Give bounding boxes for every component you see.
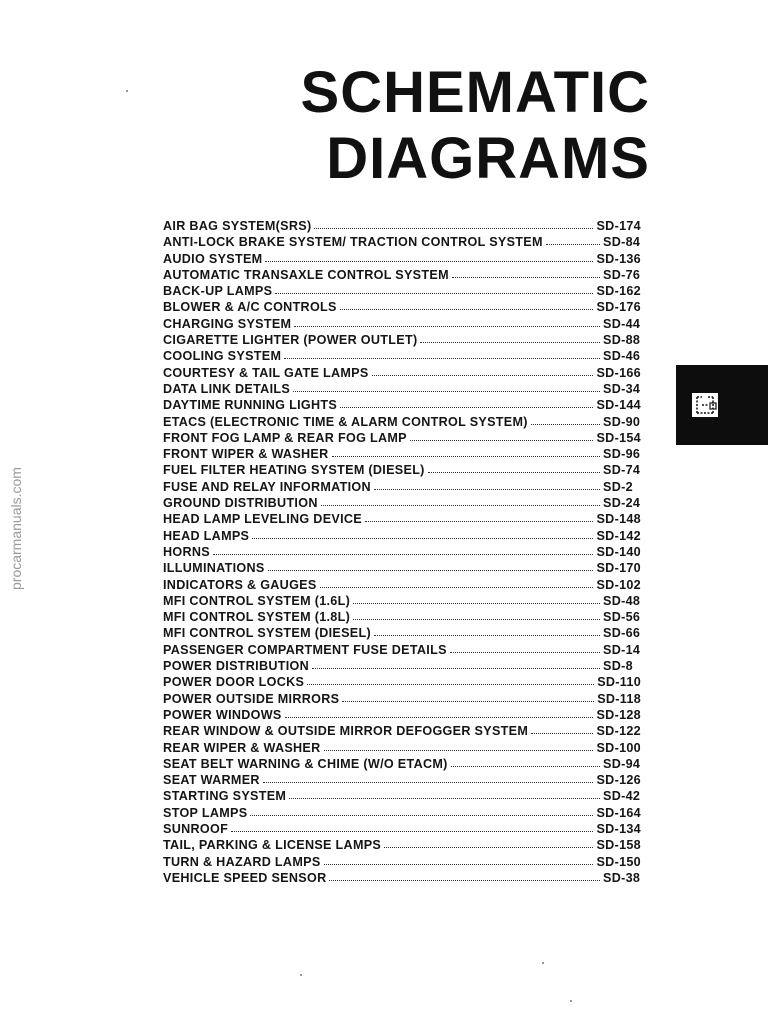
dot-leader: [314, 225, 593, 229]
dot-leader: [428, 469, 600, 473]
toc-entry: [163, 414, 641, 430]
toc-entry-page: SD-96: [603, 447, 641, 462]
toc-entry: [163, 723, 641, 739]
toc-entry: [163, 870, 641, 886]
toc-entry-page: SD-134: [596, 821, 641, 836]
toc-entry-title: TURN & HAZARD LAMPS: [163, 854, 321, 869]
dot-leader: [263, 779, 594, 783]
toc-entry-page: SD-148: [596, 512, 641, 527]
toc-entry-title: AUDIO SYSTEM: [163, 251, 263, 266]
toc-entry-page: SD-8: [603, 659, 633, 674]
toc-entry-title: HORNS: [163, 544, 210, 559]
toc-entry: [163, 511, 641, 527]
toc-entry: [163, 788, 641, 804]
toc-entry: [163, 593, 641, 609]
dot-leader: [285, 714, 594, 718]
toc-entry-page: SD-2: [603, 479, 633, 494]
toc-entry: [163, 691, 641, 707]
toc-entry: [163, 707, 641, 723]
toc-entry-page: SD-24: [603, 496, 641, 511]
dot-leader: [374, 632, 600, 636]
dot-leader: [342, 698, 594, 702]
toc-entry-page: SD-74: [603, 463, 641, 478]
dot-leader: [353, 600, 600, 604]
toc-entry-page: SD-164: [596, 805, 641, 820]
toc-entry-title: ANTI-LOCK BRAKE SYSTEM/ TRACTION CONTROL SYSTEM: [163, 235, 543, 250]
toc-entry: [163, 772, 641, 788]
toc-entry: [163, 528, 641, 544]
dot-leader: [294, 323, 600, 327]
dot-leader: [289, 795, 600, 799]
dot-leader: [340, 306, 594, 310]
toc-entry: [163, 267, 641, 283]
dot-leader: [452, 274, 600, 278]
toc-entry-title: VEHICLE SPEED SENSOR: [163, 870, 327, 885]
toc-entry: [163, 332, 641, 348]
dot-leader: [329, 877, 600, 881]
toc-entry-title: ETACS (ELECTRONIC TIME & ALARM CONTROL SYSTEM): [163, 414, 528, 429]
dot-leader: [293, 388, 600, 392]
toc-entry: [163, 805, 641, 821]
dot-leader: [384, 844, 593, 848]
dot-leader: [265, 258, 593, 262]
dot-leader: [450, 649, 600, 653]
toc-entry: [163, 234, 641, 250]
toc-entry: [163, 609, 641, 625]
toc-entry-page: SD-38: [603, 870, 641, 885]
toc-entry-page: SD-118: [597, 691, 641, 706]
dot-leader: [531, 730, 593, 734]
toc-entry: [163, 251, 641, 267]
dot-leader: [353, 616, 600, 620]
toc-entry-page: SD-176: [596, 300, 641, 315]
toc-entry-title: AIR BAG SYSTEM(SRS): [163, 219, 312, 233]
dot-leader: [451, 763, 600, 767]
toc-entry-title: TAIL, PARKING & LICENSE LAMPS: [163, 838, 382, 853]
toc-entry: [163, 348, 641, 364]
dot-leader: [213, 551, 594, 555]
toc-entry-page: SD-90: [603, 414, 641, 429]
toc-entry-title: AUTOMATIC TRANSAXLE CONTROL SYSTEM: [163, 267, 449, 282]
toc-entry: [163, 560, 641, 576]
toc-entry-title: SUNROOF: [163, 821, 229, 836]
toc-entry-page: SD-174: [596, 219, 641, 233]
toc-entry: [163, 658, 641, 674]
toc-entry-title: INDICATORS & GAUGES: [163, 577, 317, 592]
toc-entry-title: SEAT BELT WARNING & CHIME (W/O ETACM): [163, 756, 448, 771]
toc-entry-page: SD-88: [603, 333, 641, 348]
toc-entry-title: COOLING SYSTEM: [163, 349, 282, 364]
toc-entry: [163, 544, 641, 560]
dot-leader: [372, 372, 594, 376]
toc-entry-page: SD-126: [596, 773, 641, 788]
toc-entry-page: SD-140: [596, 544, 641, 559]
toc-entry-page: SD-102: [596, 577, 641, 592]
toc-entry-page: SD-76: [603, 267, 641, 282]
toc-entry-title: POWER WINDOWS: [163, 707, 282, 722]
dot-leader: [275, 290, 593, 294]
toc-entry-title: FRONT FOG LAMP & REAR FOG LAMP: [163, 430, 407, 445]
toc-entry-page: SD-150: [596, 854, 641, 869]
toc-entry: [163, 837, 641, 853]
schematic-circuit-icon: [690, 391, 720, 419]
toc-entry-page: SD-122: [596, 724, 641, 739]
dot-leader: [546, 241, 600, 245]
toc-entry: [163, 316, 641, 332]
toc-entry: [163, 740, 641, 756]
toc-entry: [163, 756, 641, 772]
toc-entry: [163, 430, 641, 446]
dot-leader: [231, 828, 593, 832]
toc-entry-title: HEAD LAMPS: [163, 528, 250, 543]
dot-leader: [332, 453, 600, 457]
toc-entry: [163, 495, 641, 511]
toc-entry-page: SD-154: [596, 430, 641, 445]
dot-leader: [410, 437, 594, 441]
toc-entry-page: SD-34: [603, 381, 641, 396]
toc-entry: [163, 299, 641, 315]
toc-entry-title: ILLUMINATIONS: [163, 561, 265, 576]
toc-entry-page: SD-166: [596, 365, 641, 380]
toc-entry-page: SD-56: [603, 610, 641, 625]
toc-entry: [163, 397, 641, 413]
toc-entry: [163, 283, 641, 299]
dot-leader: [321, 502, 600, 506]
title-line-2: DIAGRAMS: [326, 126, 650, 191]
toc-entry: [163, 642, 641, 658]
scan-speck: [542, 962, 544, 964]
page-title: [270, 60, 650, 192]
toc-entry-title: CIGARETTE LIGHTER (POWER OUTLET): [163, 333, 418, 348]
dot-leader: [374, 486, 600, 490]
toc-entry: [163, 674, 641, 690]
section-tab: [676, 365, 768, 445]
toc-entry-page: SD-110: [597, 675, 641, 690]
toc-entry-page: SD-46: [603, 349, 641, 364]
dot-leader: [324, 747, 594, 751]
toc-entry: [163, 365, 641, 381]
toc-entry-page: SD-48: [603, 593, 641, 608]
toc-entry-title: STOP LAMPS: [163, 805, 248, 820]
toc-entry-title: FUSE AND RELAY INFORMATION: [163, 479, 371, 494]
toc-entry-page: SD-44: [603, 316, 641, 331]
toc-entry-page: SD-158: [596, 838, 641, 853]
toc-entry-title: REAR WIPER & WASHER: [163, 740, 321, 755]
watermark-text: procarmanuals.com: [8, 467, 24, 590]
toc-entry-page: SD-128: [596, 707, 641, 722]
dot-leader: [252, 535, 593, 539]
toc-entry-title: HEAD LAMP LEVELING DEVICE: [163, 512, 362, 527]
toc-entry-page: SD-142: [596, 528, 641, 543]
toc-entry: [163, 479, 641, 495]
toc-entry-title: DATA LINK DETAILS: [163, 381, 291, 396]
dot-leader: [307, 681, 594, 685]
toc-entry-title: CHARGING SYSTEM: [163, 316, 292, 331]
toc-entry: [163, 462, 641, 478]
toc-entry: [163, 218, 641, 234]
dot-leader: [531, 421, 600, 425]
toc-entry-title: POWER DISTRIBUTION: [163, 659, 310, 674]
toc-entry-title: DAYTIME RUNNING LIGHTS: [163, 398, 338, 413]
toc-entry-title: FUEL FILTER HEATING SYSTEM (DIESEL): [163, 463, 425, 478]
toc-entry-title: STARTING SYSTEM: [163, 789, 287, 804]
toc-entry: [163, 625, 641, 641]
toc-entry-title: MFI CONTROL SYSTEM (1.6L): [163, 593, 351, 608]
toc-entry-title: GROUND DISTRIBUTION: [163, 496, 318, 511]
toc-entry-title: COURTESY & TAIL GATE LAMPS: [163, 365, 369, 380]
toc-entry-title: BLOWER & A/C CONTROLS: [163, 300, 337, 315]
toc-entry-title: MFI CONTROL SYSTEM (1.8L): [163, 610, 351, 625]
toc-entry: [163, 821, 641, 837]
scan-speck: [300, 974, 302, 976]
toc-entry-page: SD-100: [596, 740, 641, 755]
toc-entry-page: SD-14: [603, 642, 641, 657]
toc-entry-page: SD-66: [603, 626, 641, 641]
toc-entry-page: SD-84: [603, 235, 641, 250]
dot-leader: [250, 812, 593, 816]
dot-leader: [365, 518, 593, 522]
toc-entry-title: REAR WINDOW & OUTSIDE MIRROR DEFOGGER SYSTEM: [163, 724, 529, 739]
dot-leader: [340, 404, 593, 408]
toc-entry-page: SD-170: [596, 561, 641, 576]
dot-leader: [420, 339, 600, 343]
toc-entry: [163, 381, 641, 397]
toc-entry-page: SD-136: [596, 251, 641, 266]
toc-entry: [163, 446, 641, 462]
toc-entry-title: PASSENGER COMPARTMENT FUSE DETAILS: [163, 642, 447, 657]
dot-leader: [312, 665, 600, 669]
toc-entry-page: SD-162: [596, 284, 641, 299]
title-line-1: SCHEMATIC: [300, 60, 650, 125]
toc-entry-page: SD-42: [603, 789, 641, 804]
toc-entry-title: MFI CONTROL SYSTEM (DIESEL): [163, 626, 371, 641]
toc-entry: [163, 577, 641, 593]
dot-leader: [320, 584, 594, 588]
scan-speck: [126, 90, 128, 92]
toc-entry-title: FRONT WIPER & WASHER: [163, 447, 329, 462]
dot-leader: [324, 861, 594, 865]
toc-entry-title: POWER OUTSIDE MIRRORS: [163, 691, 340, 706]
scan-speck: [570, 1000, 572, 1002]
toc-entry: [163, 854, 641, 870]
toc-entry-title: SEAT WARMER: [163, 773, 260, 788]
toc-entry-title: BACK-UP LAMPS: [163, 284, 273, 299]
toc-entry-page: SD-144: [596, 398, 641, 413]
toc-entry-page: SD-94: [603, 756, 641, 771]
toc-entry-title: POWER DOOR LOCKS: [163, 675, 305, 690]
dot-leader: [284, 355, 600, 359]
dot-leader: [268, 567, 594, 571]
table-of-contents: [163, 218, 641, 886]
